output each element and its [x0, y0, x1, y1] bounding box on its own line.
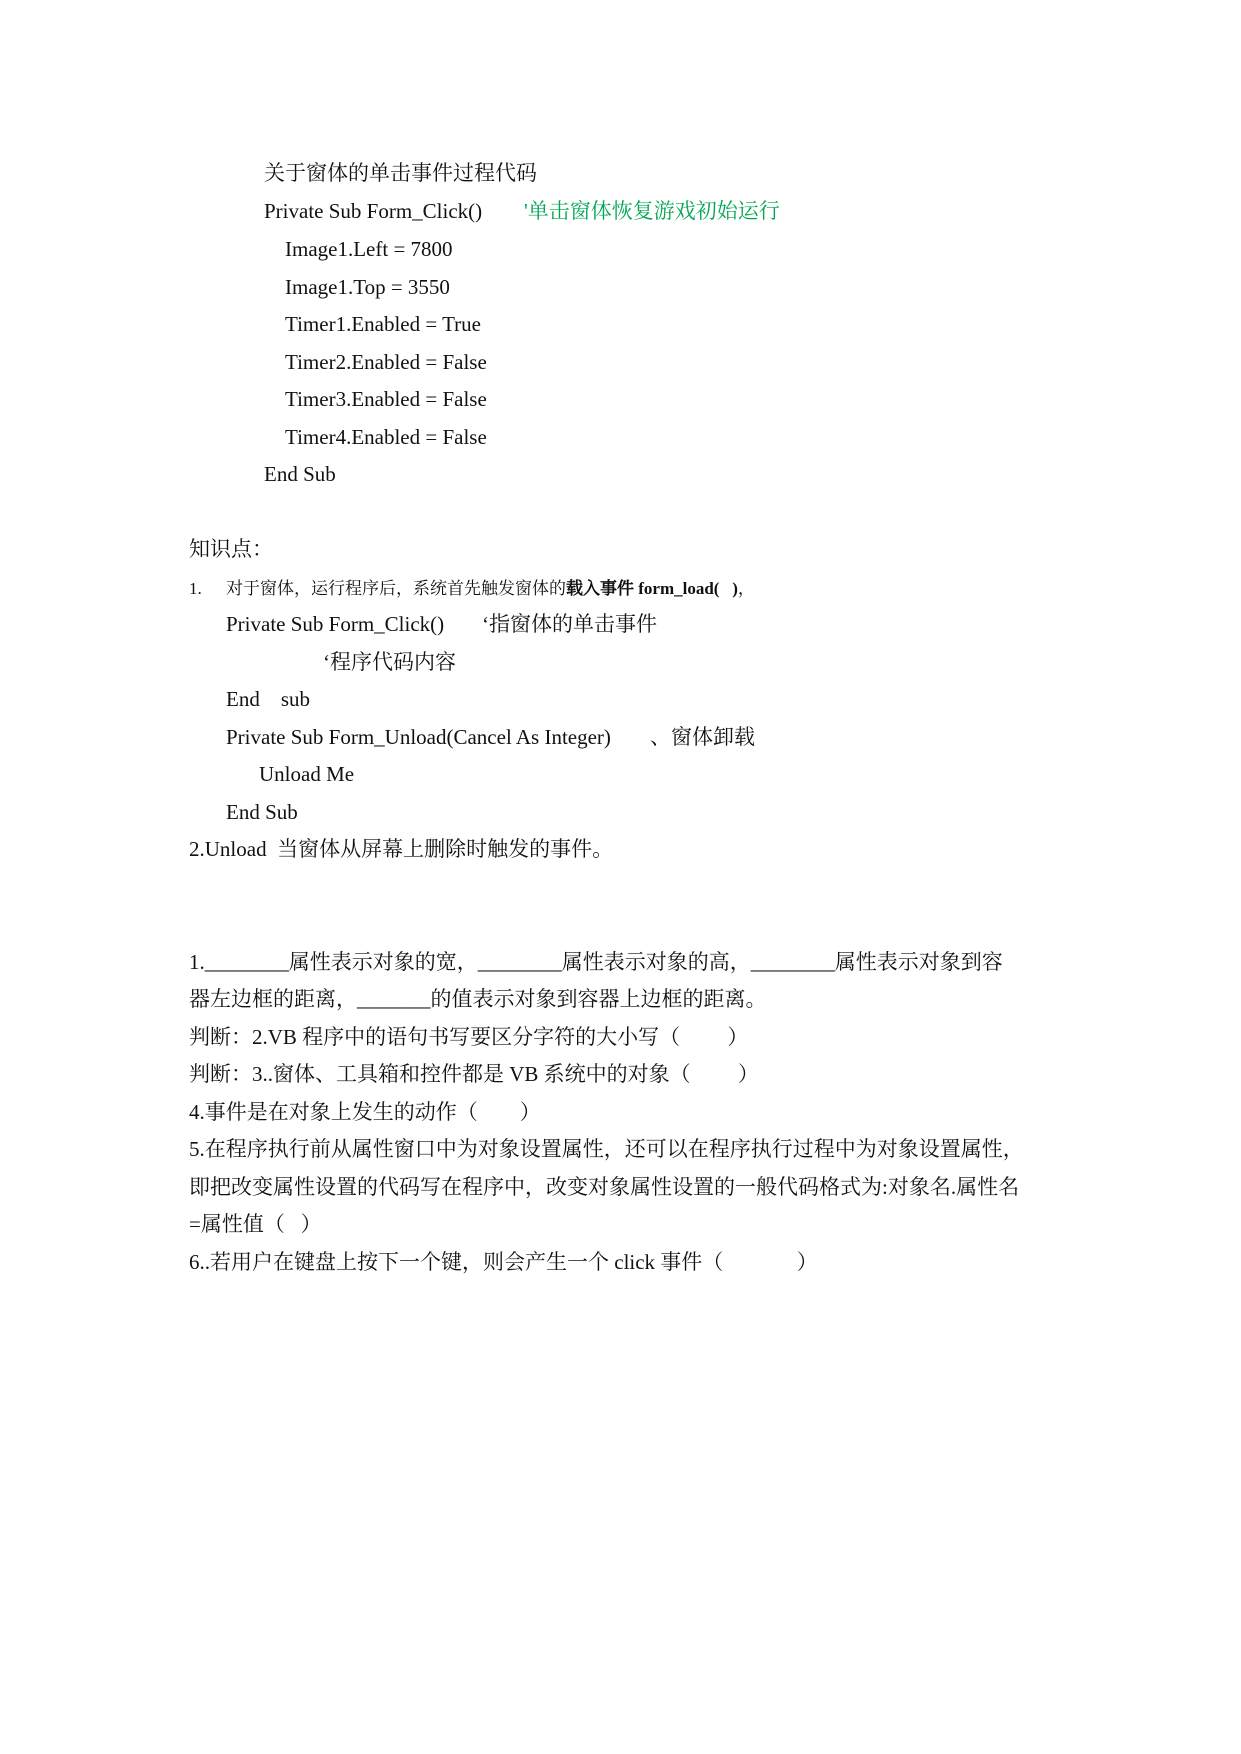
unload-sub-line: Private Sub Form_Unload(Cancel As Integer) — [226, 725, 611, 749]
item-text: 对于窗体，运行程序后，系统首先触发窗体的 — [226, 579, 566, 598]
knowledge-heading: 知识点： — [189, 537, 273, 561]
code-body-line: Image1.Top = 3550 — [285, 275, 450, 299]
click-sub-line: Private Sub Form_Click() — [226, 612, 445, 636]
unload-comment: 、窗体卸载 — [650, 725, 755, 749]
unload-body: Unload Me — [259, 762, 355, 786]
question-1-line-1: 1.________属性表示对象的宽，________属性表示对象的高，________属性表示对象到容 — [189, 950, 1003, 974]
question-1-line-2: 器左边框的距离，_______的值表示对象到容器上边框的距离。 — [189, 987, 767, 1011]
question-5-line-1: 5.在程序执行前从属性窗口中为对象设置属性，还可以在程序执行过程中为对象设置属性， — [189, 1137, 1024, 1161]
knowledge-item-2: 2.Unload 当窗体从屏幕上删除时触发的事件。 — [189, 837, 614, 861]
code-body-line: Timer1.Enabled = True — [285, 312, 481, 336]
item-bold: 载入事件 form_load( ) — [566, 579, 738, 598]
code-sub-comment: '单击窗体恢复游戏初始运行 — [524, 199, 780, 223]
question-5-line-3: =属性值（ ） — [189, 1212, 322, 1236]
code-body-line: Timer3.Enabled = False — [285, 387, 487, 411]
code-heading: 关于窗体的单击事件过程代码 — [264, 161, 537, 185]
click-body-comment: ‘程序代码内容 — [323, 650, 456, 674]
question-3: 判断：3..窗体、工具箱和控件都是 VB 系统中的对象（ ） — [189, 1062, 759, 1086]
item-number: 1. — [189, 579, 202, 598]
code-end-sub: End Sub — [264, 462, 336, 486]
item-tail: ， — [737, 579, 755, 598]
code-body-line: Timer2.Enabled = False — [285, 350, 487, 374]
end-sub: End Sub — [226, 800, 298, 824]
question-5-line-2: 即把改变属性设置的代码写在程序中，改变对象属性设置的一般代码格式为:对象名.属性名 — [189, 1175, 1020, 1199]
code-body-line: Image1.Left = 7800 — [285, 237, 453, 261]
code-body-line: Timer4.Enabled = False — [285, 425, 487, 449]
question-6: 6..若用户在键盘上按下一个键，则会产生一个 click 事件（ ） — [189, 1250, 818, 1274]
question-2: 判断：2.VB 程序中的语句书写要区分字符的大小写（ ） — [189, 1025, 749, 1049]
question-4: 4.事件是在对象上发生的动作（ ） — [189, 1100, 541, 1124]
click-comment: ‘指窗体的单击事件 — [482, 612, 657, 636]
knowledge-item-1 — [226, 576, 755, 602]
end-sub-lower: End sub — [226, 687, 310, 711]
code-sub-line: Private Sub Form_Click() — [264, 199, 483, 223]
